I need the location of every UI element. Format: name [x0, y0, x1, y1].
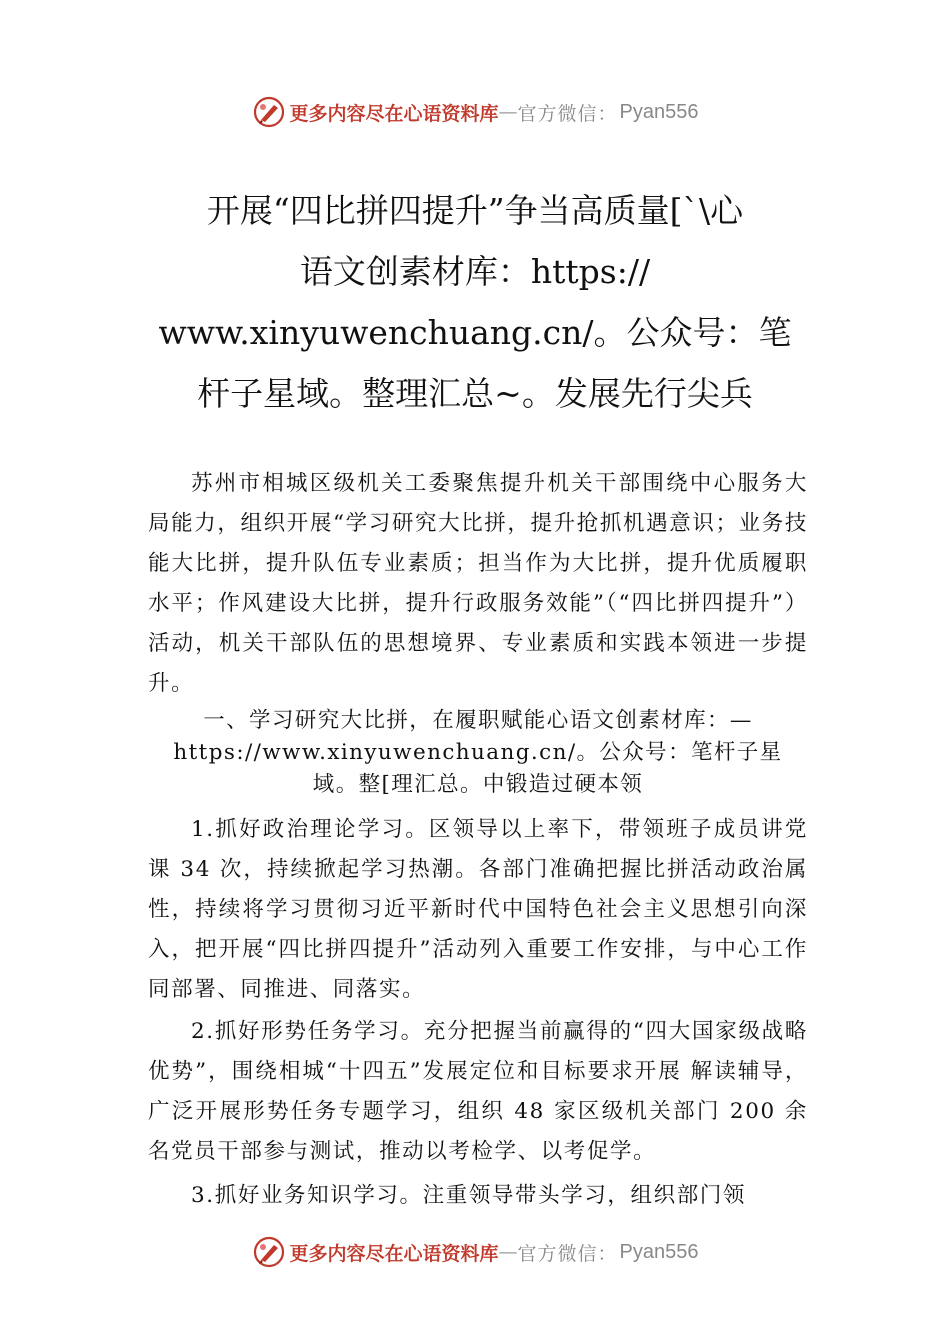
intro-section	[148, 464, 808, 704]
item-2	[148, 1012, 808, 1172]
header-banner	[0, 92, 950, 132]
item-paragraph: 1.抓好政治理论学习。区领导以上率下，带领班子成员讲党课 34 次，持续掀起学习热潮。各部门准确把握比拼活动政治属性，持续将学习贯彻习近平新时代中国特色社会主义思想引向深入，把开展“四比拼四提升”活动列入重要工作安排，与中心工作同部署、同推进、同落实。	[148, 817, 808, 1002]
item-paragraph: 3.抓好业务知识学习。注重领导带头学习，组织部门领	[191, 1183, 747, 1208]
document-title	[150, 180, 800, 424]
title-line: 语文创素材库：https://	[299, 252, 651, 291]
section-heading-line: https://www.xinyuwenchuang.cn/。公众号：笔杆子星	[173, 740, 783, 765]
banner-wechat-label: 官方微信：	[517, 102, 618, 125]
pen-logo-icon	[252, 1235, 286, 1269]
section-heading	[148, 705, 808, 801]
footer-banner	[0, 1232, 950, 1272]
title-line: 杆子星域。整理汇总~。发展先行尖兵	[197, 374, 753, 413]
item-paragraph: 2.抓好形势任务学习。充分把握当前赢得的“四大国家级战略优势”，围绕相城“十四五”发展定位和目标要求开展 解读辅导，广泛开展形势任务专题学习，组织 48 家区级机关部门 200 余名党员干部参与测试，推动以考检学、以考促学。	[148, 1019, 808, 1164]
banner-wechat-id: Pyan556	[619, 1240, 699, 1263]
title-line: www.xinyuwenchuang.cn/。公众号：笔	[158, 313, 792, 352]
section-heading-line: 域。整[理汇总。中锻造过硬本领	[312, 772, 644, 797]
banner-dash: —	[498, 1241, 518, 1263]
banner-brand-text: 更多内容尽在心语资料库	[289, 102, 499, 125]
title-line: 开展“四比拼四提升”争当高质量[`\心	[206, 191, 744, 230]
intro-paragraph: 苏州市相城区级机关工委聚焦提升机关干部围绕中心服务大局能力，组织开展“学习研究大比拼，提升抢抓机遇意识；业务技能大比拼，提升队伍专业素质；担当作为大比拼，提升优质履职水平；作风建设大比拼，提升行政服务效能”（“四比拼四提升”）活动，机关干部队伍的思想境界、专业素质和实践本领进一步提升。	[148, 471, 808, 696]
banner-wechat-label: 官方微信：	[517, 1242, 618, 1265]
banner-dash: —	[498, 101, 518, 123]
banner-wechat-id: Pyan556	[619, 100, 699, 123]
banner-brand-text: 更多内容尽在心语资料库	[289, 1242, 499, 1265]
section-heading-line: 一、学习研究大比拼，在履职赋能心语文创素材库：—	[203, 708, 753, 733]
item-1	[148, 810, 808, 1010]
item-3	[148, 1176, 808, 1216]
pen-logo-icon	[252, 95, 286, 129]
